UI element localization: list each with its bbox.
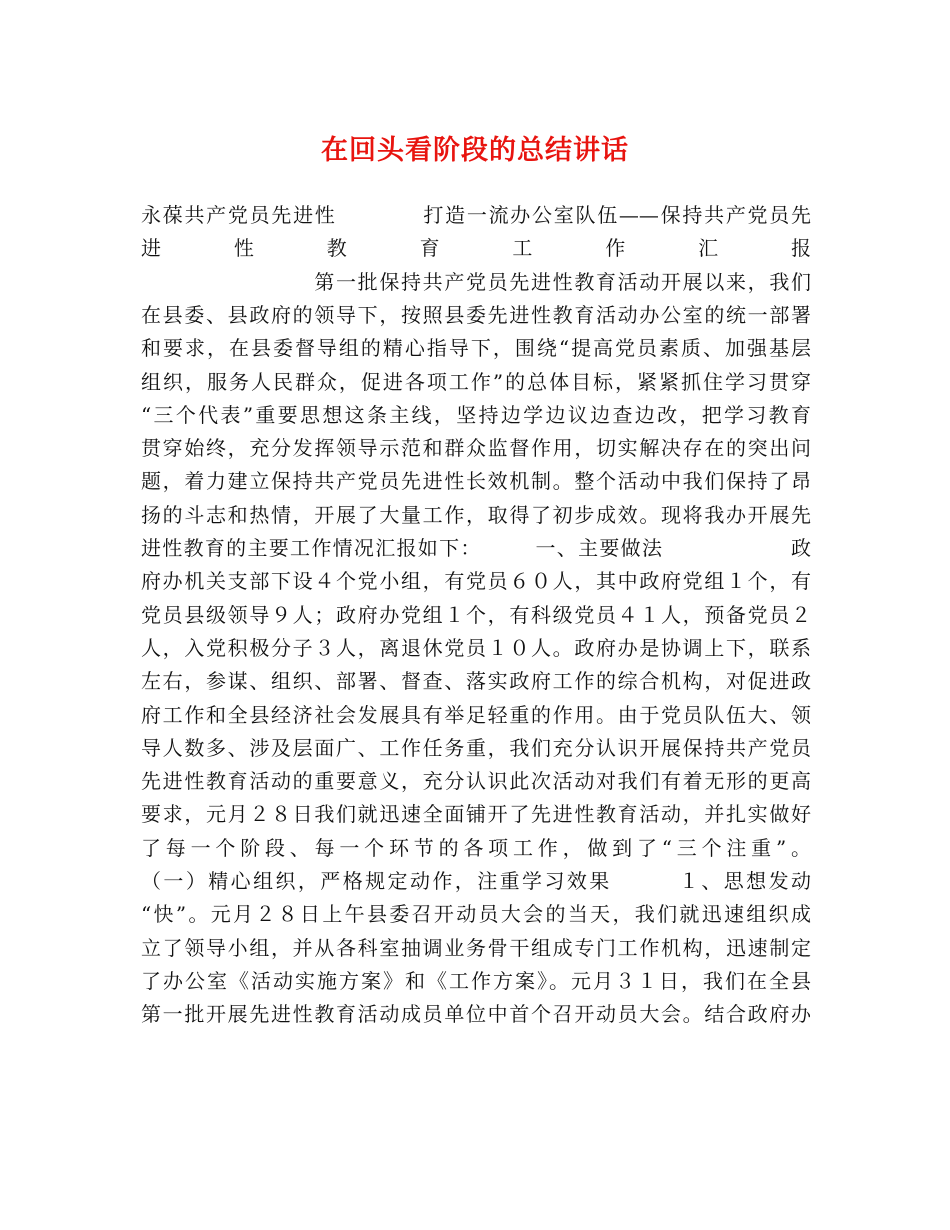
body-line: 府工作和全县经济社会发展具有举足轻重的作用。由于党员队伍大、领 <box>141 702 811 727</box>
body-line: 第一批保持共产党员先进性教育活动开展以来，我们 <box>141 269 811 294</box>
body-line: 组织，服务人民群众，促进各项工作”的总体目标，紧紧抓住学习贯穿 <box>141 369 811 394</box>
body-line: 永葆共产党员先进性 打造一流办公室队伍——保持共产党员先 <box>141 203 811 227</box>
body-line: 题，着力建立保持共产党员先进性长效机制。整个活动中我们保持了昂 <box>141 469 811 494</box>
body-line: 和要求，在县委督导组的精心指导下，围绕“提高党员素质、加强基层 <box>141 336 811 361</box>
body-line: 党员县级领导９人；政府办党组１个，有科级党员４１人，预备党员２ <box>141 602 811 627</box>
body-line: 第一批开展先进性教育活动成员单位中首个召开动员大会。结合政府办 <box>141 1002 811 1027</box>
body-line: 进性教育的主要工作情况汇报如下： 一、主要做法 政 <box>141 536 811 560</box>
body-line: 在县委、县政府的领导下，按照县委先进性教育活动办公室的统一部署 <box>141 302 811 327</box>
body-line: 人，入党积极分子３人，离退休党员１０人。政府办是协调上下，联系 <box>141 635 811 660</box>
body-line: “快”。元月２８日上午县委召开动员大会的当天，我们就迅速组织成 <box>141 902 811 927</box>
body-line: 先进性教育活动的重要意义，充分认识此次活动对我们有着无形的更高 <box>141 769 811 794</box>
body-line: 府办机关支部下设４个党小组，有党员６０人，其中政府党组１个，有 <box>141 569 811 594</box>
body-line: 了办公室《活动实施方案》和《工作方案》。元月３１日，我们在全县 <box>141 968 811 993</box>
body-line: 立了领导小组，并从各科室抽调业务骨干组成专门工作机构，迅速制定 <box>141 935 811 960</box>
body-line: 贯穿始终，充分发挥领导示范和群众监督作用，切实解决存在的突出问 <box>141 436 811 461</box>
document-title: 在回头看阶段的总结讲话 <box>321 135 629 166</box>
body-line: “三个代表”重要思想这条主线，坚持边学边议边查边改，把学习教育 <box>141 402 811 427</box>
body-line: 要求，元月２８日我们就迅速全面铺开了先进性教育活动，并扎实做好 <box>141 802 811 827</box>
body-line: 扬的斗志和热情，开展了大量工作，取得了初步成效。现将我办开展先 <box>141 502 811 527</box>
body-line: 了每一个阶段、每一个环节的各项工作，做到了“三个注重”。 <box>141 835 811 860</box>
body-line: 进性教育工作汇报 <box>141 236 811 261</box>
body-line: 左右，参谋、组织、部署、督查、落实政府工作的综合机构，对促进政 <box>141 669 811 694</box>
body-line: （一）精心组织，严格规定动作，注重学习效果 １、思想发动 <box>141 869 811 893</box>
body-line: 导人数多、涉及层面广、工作任务重，我们充分认识开展保持共产党员 <box>141 735 811 760</box>
